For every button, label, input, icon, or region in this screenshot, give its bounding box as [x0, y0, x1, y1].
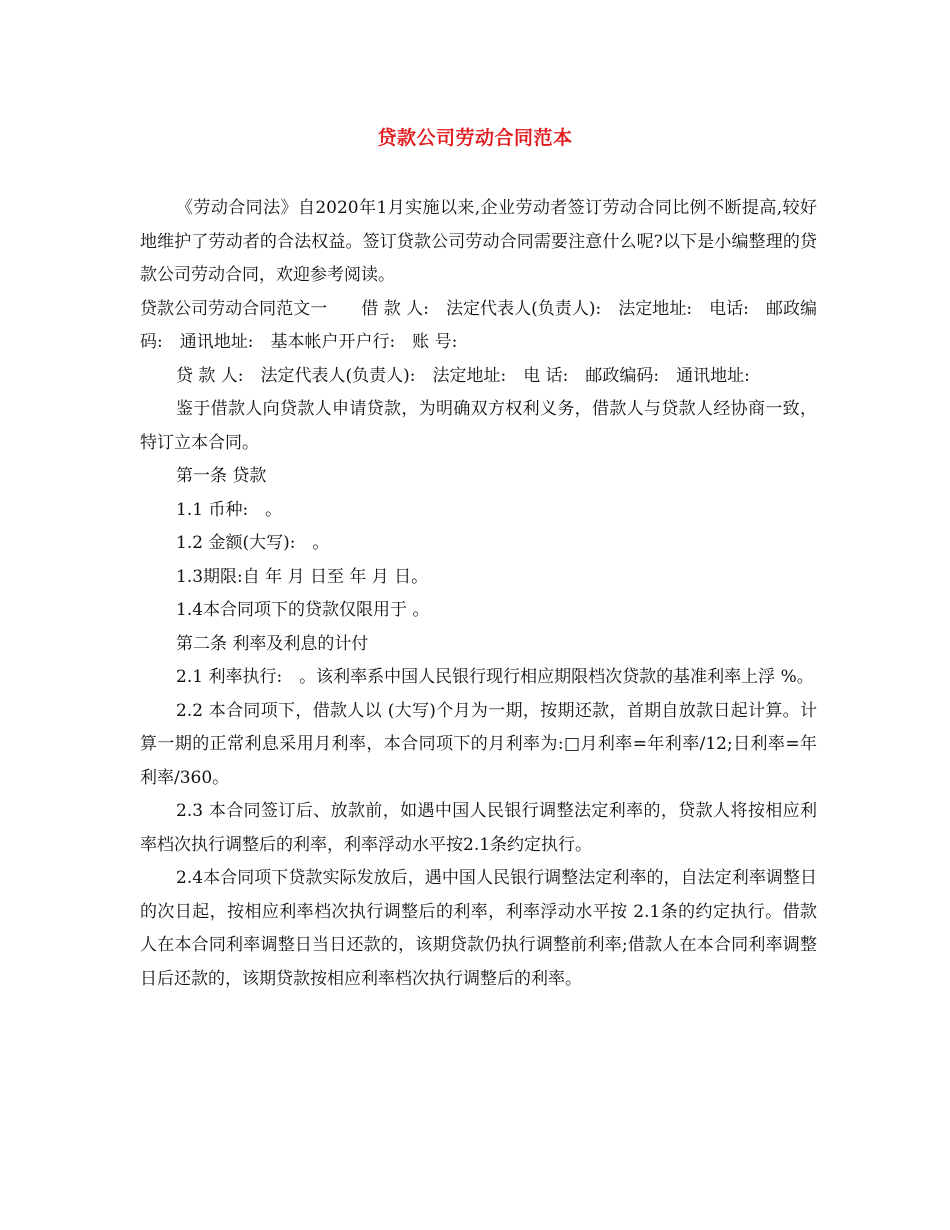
lender-info-paragraph: 贷 款 人: 法定代表人(负责人): 法定地址: 电 话: 邮政编码: 通讯地址: [176, 365, 750, 386]
clause-1-3: 1.3期限:自 年 月 日至 年 月 日。 [176, 566, 429, 587]
document-body [140, 192, 817, 996]
article-one-heading: 第一条 贷款 [176, 466, 267, 486]
clause-2-3: 2.3 本合同签订后、放款前，如遇中国人民银行调整法定利率的，贷款人将按相应利率档次执行调整后的利率，利率浮动水平按2.1条约定执行。 [140, 801, 817, 855]
preamble-paragraph: 鉴于借款人向贷款人申请贷款，为明确双方权利义务，借款人与贷款人经协商一致，特订立本合同。 [140, 399, 817, 453]
clause-2-1: 2.1 利率执行: 。该利率系中国人民银行现行相应期限档次贷款的基准利率上浮 %。 [176, 667, 814, 687]
clause-2-2: 2.2 本合同项下，借款人以 (大写)个月为一期，按期还款，首期自放款日起计算。计算一期的正常利息采用月利率，本合同项下的月利率为:□月利率=年利率/12;日利率=年利率/360。 [140, 700, 817, 788]
clause-2-4: 2.4本合同项下贷款实际发放后，遇中国人民银行调整法定利率的，自法定利率调整日的次日起，按相应利率档次执行调整后的利率，利率浮动水平按 2.1条的约定执行。借款人在本合同利率调整日当日还款的，该期贷款仍执行调整前利率;借款人在本合同利率调整日后还款的，该期贷款按相应利率档次执行调整后的利率。 [140, 868, 817, 989]
clause-1-4: 1.4本合同项下的贷款仅限用于 。 [176, 600, 430, 620]
article-two-heading: 第二条 利率及利息的计付 [176, 633, 369, 654]
clause-1-2: 1.2 金额(大写): 。 [176, 533, 330, 553]
clause-1-1: 1.1 币种: 。 [176, 499, 283, 520]
borrower-info-paragraph: 贷款公司劳动合同范文一 借 款 人: 法定代表人(负责人): 法定地址: 电话: 邮政编码: 通讯地址: 基本帐户开户行: 账 号: [140, 298, 817, 352]
intro-paragraph: 《劳动合同法》自2020年1月实施以来,企业劳动者签订劳动合同比例不断提高,较好地维护了劳动者的合法权益。签订贷款公司劳动合同需要注意什么呢?以下是小编整理的贷款公司劳动合同，欢迎参考阅读。 [140, 198, 817, 285]
document-title: 贷款公司劳动合同范本 [377, 127, 573, 149]
